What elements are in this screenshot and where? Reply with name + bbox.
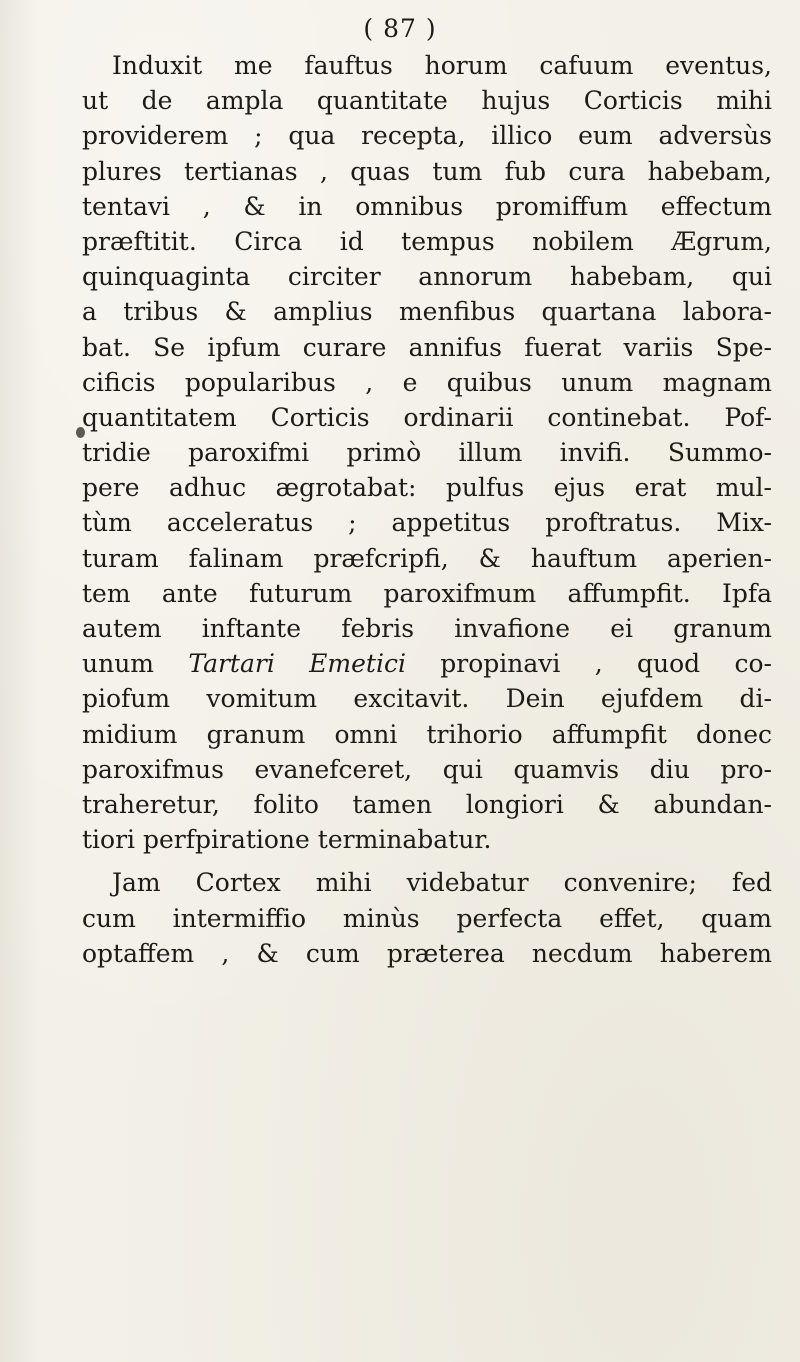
italic-term: Tartari Emetici bbox=[188, 649, 406, 679]
paragraph-gap bbox=[82, 857, 772, 865]
text-line: quinquaginta circiter annorum habebam, qui bbox=[82, 262, 772, 292]
text-line: providerem ; qua recepta, illico eum adversùs bbox=[82, 121, 772, 151]
paragraph-1 bbox=[82, 48, 772, 857]
text-line: optaffem , & cum præterea necdum haberem bbox=[82, 938, 772, 968]
text-line: autem inftante febris invafione ei granum bbox=[82, 614, 772, 643]
text-line: Induxit me fauftus horum cafuum eventus, bbox=[112, 51, 772, 80]
paragraph-2 bbox=[82, 865, 772, 971]
text-line: unum Tartari Emetici propinavi , quod co- bbox=[82, 649, 772, 679]
text-line: tridie paroxifmi primò illum invifi. Summo- bbox=[82, 438, 772, 468]
text-line: cificis popularibus , e quibus unum magnam bbox=[82, 367, 772, 397]
text-line: traheretur, folito tamen longiori & abundan- bbox=[82, 789, 772, 819]
text-line: piofum vomitum excitavit. Dein ejufdem di- bbox=[82, 684, 772, 714]
text-line: tem ante futurum paroxifmum affumpfit. Ipfa bbox=[82, 578, 772, 608]
text-line: midium granum omni trihorio affumpfit donec bbox=[82, 719, 772, 749]
text-line: Jam Cortex mihi videbatur convenire; fed bbox=[112, 868, 772, 898]
text-line: ut de ampla quantitate hujus Corticis mihi bbox=[82, 86, 772, 116]
text-line: præftitit. Circa id tempus nobilem Ægrum, bbox=[82, 226, 772, 256]
text-line: cum intermiffio minùs perfecta effet, quam bbox=[82, 903, 772, 933]
page-number: ( 87 ) bbox=[363, 14, 437, 43]
text-line: a tribus & amplius menfibus quartana labora- bbox=[82, 297, 772, 327]
text-line: quantitatem Corticis ordinarii continebat. Pof- bbox=[82, 402, 772, 432]
text-line: bat. Se ipfum curare annifus fuerat variis Spe- bbox=[82, 332, 772, 362]
text-line: tiori perfpiratione terminabatur. bbox=[82, 825, 492, 855]
text-line: pere adhuc ægrotabat: pulfus ejus erat mul- bbox=[82, 473, 772, 503]
body-text bbox=[82, 48, 772, 971]
text-line: tùm acceleratus ; appetitus proftratus. Mix- bbox=[82, 508, 772, 538]
text-line: plures tertianas , quas tum fub cura habebam, bbox=[82, 156, 772, 186]
text-line: turam falinam præfcripfi, & hauftum aperien- bbox=[82, 543, 772, 573]
text-line: tentavi , & in omnibus promiffum effectum bbox=[82, 191, 772, 221]
text-line: paroxifmus evanefceret, qui quamvis diu pro- bbox=[82, 754, 772, 784]
page-edge-shadow bbox=[0, 0, 40, 1362]
